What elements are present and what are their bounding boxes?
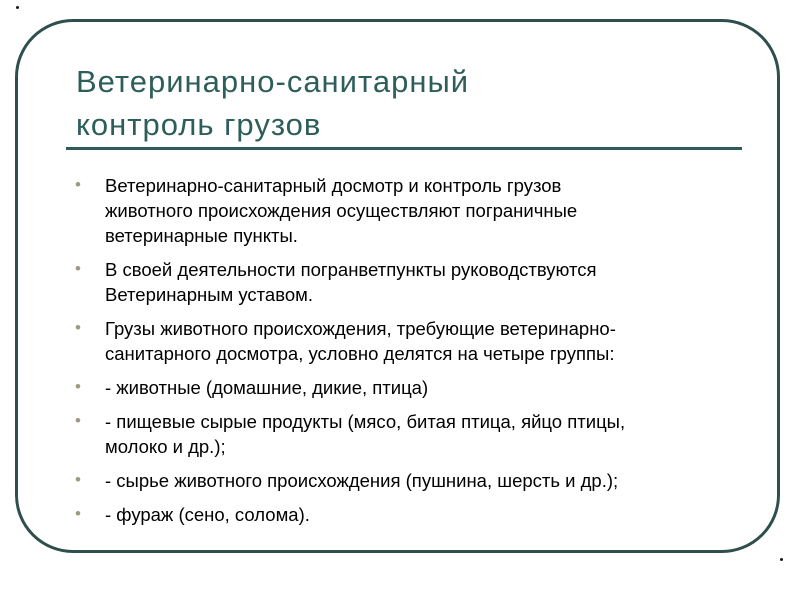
bullet-text: [105, 409, 732, 459]
bullet-text-line: Ветеринарным уставом.: [105, 284, 313, 305]
bullet-dot-icon: •: [75, 175, 81, 194]
bullet-text-line: Грузы животного происхождения, требующие ветеринарно-: [105, 318, 616, 339]
bullet-dot-icon: •: [75, 259, 81, 278]
bullet-item: [72, 316, 732, 366]
bullet-dot-icon: •: [75, 504, 81, 523]
slide-title-line: Ветеринарно-санитарный: [76, 64, 470, 99]
bullet-item: [72, 502, 732, 527]
slide-title: [76, 60, 736, 146]
bullet-item: [72, 257, 732, 307]
bullet-text-line: ветеринарные пункты.: [105, 225, 298, 246]
bullet-item: [72, 468, 732, 493]
bullet-dot-icon: •: [75, 411, 81, 430]
bullet-text-line: В своей деятельности погранветпункты руководствуются: [105, 259, 597, 280]
bullet-text: [105, 375, 732, 400]
corner-dot-bottom-right: [780, 558, 783, 561]
title-divider: [66, 147, 742, 150]
slide-title-line: контроль грузов: [76, 107, 322, 142]
bullet-text: [105, 316, 732, 366]
bullet-text-line: - животные (домашние, дикие, птица): [105, 377, 429, 398]
bullet-text: [105, 502, 732, 527]
bullet-dot-icon: •: [75, 470, 81, 489]
bullet-text: [105, 257, 732, 307]
bullet-text-line: - сырье животного происхождения (пушнина, шерсть и др.);: [105, 470, 619, 491]
corner-dot-top-left: [16, 6, 19, 9]
bullet-text-line: животного происхождения осуществляют пограничные: [105, 200, 578, 221]
bullet-item: [72, 375, 732, 400]
bullet-text: [105, 173, 732, 248]
bullet-item: [72, 409, 732, 459]
bullet-text-line: Ветеринарно-санитарный досмотр и контроль грузов: [105, 175, 562, 196]
bullet-text-line: - пищевые сырые продукты (мясо, битая птица, яйцо птицы,: [105, 411, 626, 432]
bullet-text-line: - фураж (сено, солома).: [105, 504, 310, 525]
bullet-text: [105, 468, 732, 493]
bullet-list: [72, 173, 732, 536]
bullet-dot-icon: •: [75, 377, 81, 396]
bullet-text-line: санитарного досмотра, условно делятся на четыре группы:: [105, 343, 615, 364]
bullet-text-line: молоко и др.);: [105, 436, 226, 457]
bullet-dot-icon: •: [75, 318, 81, 337]
bullet-item: [72, 173, 732, 248]
